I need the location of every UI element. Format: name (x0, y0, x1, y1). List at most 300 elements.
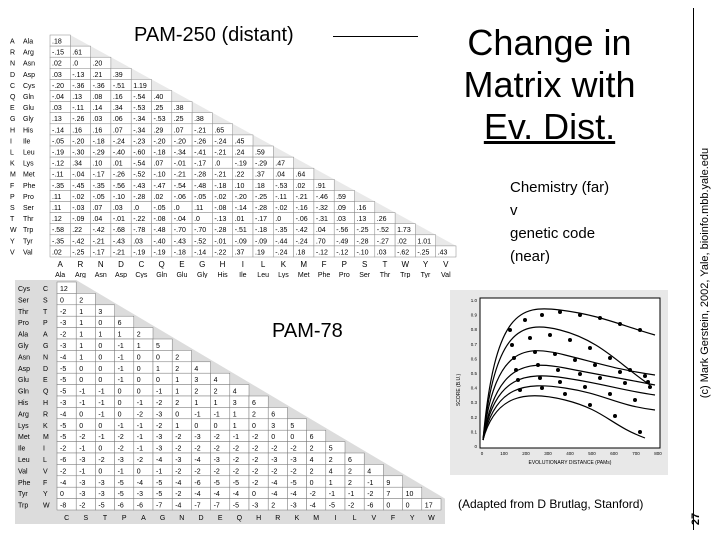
pam78-cell: -1 (98, 434, 105, 442)
pam250-cell: -.26 (72, 116, 85, 124)
pam250-col-code: L (260, 260, 266, 269)
pam78-cell: 4 (213, 377, 218, 385)
pam250-cell: -.18 (255, 227, 268, 235)
pam78-cell: -1 (328, 491, 336, 499)
pam78-cell: -1 (136, 434, 144, 442)
pam250-row-code: I (10, 138, 12, 146)
pam78-cell: 1 (79, 343, 84, 350)
pam250-row-code: E (10, 105, 15, 113)
graph-point (540, 386, 544, 390)
pam78-cell: -1 (79, 468, 86, 476)
pam250-cell: -.22 (214, 249, 227, 257)
pam250-cell: .02 (397, 238, 407, 246)
pam250-cell: -.14 (194, 249, 207, 257)
pam250-col-code: E (179, 260, 185, 269)
graph-point (613, 414, 617, 418)
graph-xlabel: EVOLUTIONARY DISTANCE (PAMs) (528, 460, 612, 466)
pam78-cell: -5 (98, 502, 105, 510)
pam78-cell: 6 (309, 434, 314, 442)
pam78-cell: -3 (136, 491, 144, 499)
pam78-col-code: I (334, 515, 337, 522)
pam250-cell: -.58 (52, 227, 65, 235)
pam78-cell: -2 (136, 411, 144, 419)
pam78-cell: 3 (232, 400, 237, 407)
graph-point (588, 403, 592, 407)
pam78-cell: 2 (79, 297, 84, 305)
pam250-col-code: S (361, 260, 368, 269)
pam250-row-name: Met (23, 171, 35, 179)
pam78-cell: 0 (79, 377, 84, 385)
pam78-cell: -2 (136, 457, 144, 464)
pam78-cell: -4 (60, 479, 67, 487)
graph-y-tick: 0.6 (470, 356, 477, 362)
pam250-col-code: T (382, 260, 388, 269)
pam250-row-code: S (10, 205, 15, 212)
pam78-cell: -5 (232, 479, 240, 487)
pam250-col-name: Ser (359, 272, 371, 278)
pam78-row-name: Ser (18, 297, 29, 305)
pam250-cell: -.24 (295, 238, 308, 246)
pam78-cell: 9 (386, 479, 391, 487)
pam78-cell: 1 (232, 422, 237, 430)
pam78-row-code: L (43, 457, 47, 464)
pam78-cell: 0 (136, 354, 141, 362)
pam250-cell: -.25 (72, 249, 85, 257)
pam250-cell: -.70 (194, 227, 207, 235)
pam78-cell: 0 (136, 377, 141, 385)
pam250-cell: 1.73 (397, 227, 411, 235)
pam78-cell: 0 (117, 388, 122, 396)
pam78-col-code: A (141, 515, 146, 522)
pam78-cell: -1 (348, 491, 355, 499)
graph-point (648, 385, 652, 389)
pam250-row-code: C (10, 82, 16, 90)
pam78-cell: 2 (348, 479, 352, 487)
pam78-row-code: E (43, 377, 48, 385)
pam250-col-name: Asp (115, 272, 128, 278)
pam78-col-code: M (313, 515, 320, 522)
pam78-cell: -4 (175, 502, 182, 510)
pam250-cell: .0 (133, 205, 140, 212)
pam250-cell: .07 (153, 160, 164, 168)
pam78-cell: 1 (136, 343, 141, 350)
pam250-cell: .16 (72, 127, 83, 135)
pam78-cell: -3 (271, 457, 278, 464)
graph-point (583, 385, 587, 389)
pam78-row-code: H (43, 400, 49, 407)
pam250-cell: -.22 (133, 216, 146, 224)
pam78-cell: -7 (156, 502, 163, 510)
pam78-cell: 0 (117, 411, 122, 419)
pam78-cell: -2 (232, 468, 240, 476)
graph-point (598, 376, 602, 380)
pam250-cell: -.40 (153, 238, 166, 246)
pam78-cell: 3 (98, 308, 103, 316)
pam250-cell: -.17 (194, 160, 207, 168)
pam250-col-code: W (401, 260, 410, 269)
pam250-cell: -.14 (234, 205, 247, 212)
pam250-cell: .04 (92, 216, 103, 224)
pam250-cell: .26 (376, 216, 387, 224)
pam78-cell: 2 (136, 331, 141, 339)
pam78-cell: -1 (367, 479, 374, 487)
pam78-cell: -2 (117, 434, 124, 442)
pam250-cell: -.03 (72, 205, 85, 212)
pam250-row-name: Phe (23, 182, 36, 190)
pam250-col-code: P (341, 260, 348, 269)
pam78-cell: -2 (60, 331, 67, 339)
pam250-col-name: Met (297, 272, 310, 278)
pam250-cell: .09 (336, 205, 346, 212)
pam78-cell: 0 (98, 422, 103, 430)
pam78-cell: 1 (79, 320, 84, 328)
pam78-cell: 2 (252, 411, 256, 419)
pam250-row-name: Pro (23, 193, 34, 201)
pam78-row-code: P (43, 320, 48, 328)
pam250-cell: .21 (92, 71, 103, 79)
pam78-cell: -3 (156, 411, 163, 419)
pam78-cell: 0 (252, 491, 256, 499)
pam78-row-name: Lys (18, 422, 29, 430)
graph-y-tick: 0.5 (470, 371, 477, 376)
pam250-cell: .65 (214, 127, 225, 135)
pam78-cell: 0 (98, 445, 103, 453)
pam250-matrix (8, 33, 468, 278)
pam250-cell: -.05 (92, 193, 105, 201)
pam78-cell: 1 (117, 331, 122, 339)
pam78-cell: -5 (60, 422, 67, 430)
graph-y-tick: 0.8 (470, 327, 477, 333)
pam250-cell: -.31 (315, 216, 328, 224)
pam250-col-name: Ala (55, 272, 66, 278)
notes-line: genetic code (510, 225, 596, 242)
graph-point (556, 368, 560, 372)
pam78-cell: -1 (136, 422, 144, 430)
pam250-cell: -.34 (133, 116, 146, 124)
pam78-cell: -2 (213, 468, 220, 476)
pam250-cell: -.13 (72, 71, 85, 79)
pam250-cell: .47 (275, 160, 286, 168)
graph-point (643, 374, 647, 378)
pam78-cell: -1 (156, 468, 163, 476)
pam250-cell: .29 (153, 127, 164, 135)
pam78-row-name: Thr (18, 308, 29, 316)
pam250-grid (50, 35, 456, 257)
graph-point (558, 380, 562, 384)
pam78-cell: 1 (194, 400, 199, 407)
pam250-cell: .11 (52, 193, 62, 201)
pam250-cell: .07 (173, 127, 184, 135)
pam250-cell: .10 (234, 182, 245, 190)
pam250-cell: -.14 (52, 127, 65, 135)
pam250-col-name: Thr (379, 272, 391, 278)
pam250-cell: -.04 (173, 216, 186, 224)
pam250-cell: .40 (153, 94, 164, 101)
pam250-row-name: Arg (23, 49, 34, 57)
graph-point (646, 380, 650, 384)
pam250-cell: .0 (173, 205, 180, 212)
pam78-cell: -4 (194, 457, 201, 464)
pam250-row-name: Glu (23, 105, 34, 113)
pam250-row-name: Ser (23, 205, 34, 212)
pam78-row-name: Met (18, 434, 30, 442)
pam250-cell: -.11 (72, 105, 84, 113)
pam250-cell: -.43 (112, 238, 125, 246)
pam250-cell: -.21 (92, 238, 105, 246)
pam250-cell: -.06 (295, 216, 308, 224)
pam78-label: PAM-78 (272, 320, 343, 342)
pam250-cell: -.68 (112, 227, 125, 235)
graph-point (533, 350, 537, 354)
pam78-col-code: Q (236, 515, 243, 522)
credit: (Adapted from D Brutlag, Stanford) (458, 497, 644, 511)
graph-x-tick: 300 (544, 451, 552, 456)
pam250-cell: -.09 (255, 238, 268, 246)
graph-point (536, 363, 540, 367)
pam78-cell: -3 (156, 434, 163, 442)
pam250-cell: .11 (52, 205, 62, 212)
pam78-cell: 2 (194, 388, 199, 396)
graph-point (608, 356, 612, 360)
graph-point (510, 343, 514, 347)
pam250-cell: -.54 (133, 94, 146, 101)
pam250-cell: .07 (92, 205, 103, 212)
notes (510, 176, 609, 268)
pam250-col-name: Trp (400, 272, 411, 278)
slide-title (452, 22, 647, 148)
graph-point (598, 316, 602, 320)
pam250-col-name: Gln (156, 272, 168, 278)
pam78-matrix (15, 280, 445, 528)
pam78-cell: -3 (60, 320, 67, 328)
pam78-cell: -4 (156, 457, 163, 464)
pam250-cell: .02 (52, 60, 62, 68)
pam78-col-code: E (217, 515, 223, 522)
pam78-cell: 4 (328, 468, 333, 476)
pam78-row-name: Ile (18, 445, 26, 453)
pam78-cell: -1 (232, 434, 240, 442)
pam250-cell: -.08 (214, 205, 227, 212)
pam250-cell: -.10 (153, 171, 166, 179)
pam250-cell: .43 (437, 249, 448, 257)
pam250-cell: -.35 (52, 182, 65, 190)
pam78-col-code: F (390, 515, 396, 522)
pam250-cell: .03 (92, 116, 103, 124)
pam78-cell: -1 (98, 388, 105, 396)
pam250-cell: -.56 (112, 182, 125, 190)
pam250-cell: -.12 (336, 249, 349, 257)
pam78-cell: -5 (328, 502, 336, 510)
pam250-cell: -.21 (194, 127, 207, 135)
pam78-cell: 0 (156, 377, 160, 385)
pam250-row-code: A (10, 38, 15, 46)
graph-point (623, 381, 627, 385)
pam78-cell: -5 (60, 377, 67, 385)
pam250-cell: -.02 (214, 193, 227, 201)
pam78-row-name: Pro (18, 320, 29, 328)
pam250-row-code: K (10, 160, 15, 168)
pam78-row-code: W (43, 502, 50, 510)
pam78-cell: -2 (271, 445, 278, 453)
pam250-cell: -.11 (275, 193, 287, 201)
pam250-cell: .03 (133, 238, 143, 246)
pam78-cell: -2 (271, 468, 278, 476)
pam250-cell: .39 (112, 71, 123, 79)
pam78-cell: 0 (98, 365, 103, 373)
pam250-cell: .38 (173, 105, 184, 113)
pam78-cell: -1 (79, 445, 86, 453)
pam78-cell: -2 (194, 445, 201, 453)
pam78-cell: -5 (232, 502, 240, 510)
pam250-cell: -.29 (92, 149, 105, 157)
pam78-cell: -4 (271, 491, 278, 499)
pam250-cell: -.35 (275, 227, 288, 235)
pam78-cell: 2 (175, 365, 180, 373)
pam250-cell: -.52 (376, 227, 389, 235)
pam250-row-name: Thr (23, 216, 34, 224)
pam78-cell: 0 (98, 354, 103, 362)
pam250-cell: -.30 (72, 149, 85, 157)
pam78-cell: -3 (117, 457, 124, 464)
pam78-cell: -5 (156, 491, 163, 499)
pam78-cell: -2 (213, 445, 220, 453)
pam250-row-code: D (10, 71, 16, 79)
pam78-row-code: V (43, 468, 48, 476)
pam78-cell: -1 (98, 400, 105, 407)
pam250-cell: -.54 (173, 182, 186, 190)
notes-line: Chemistry (far) (510, 179, 610, 196)
graph-x-tick: 0 (480, 451, 484, 456)
pam78-cell: -1 (79, 400, 86, 407)
pam78-cell: -2 (156, 400, 163, 407)
pam250-cell: -.42 (295, 227, 308, 235)
pam250-col-code: K (280, 260, 287, 269)
pam78-cell: 1 (175, 422, 180, 430)
slide-title-line: Change in (467, 22, 632, 63)
pam250-cell: -.32 (315, 205, 328, 212)
graph-x-tick: 600 (610, 451, 618, 456)
pam250-cell: .16 (112, 94, 123, 101)
pam78-cell: -1 (117, 468, 124, 476)
graph-x-tick: 800 (654, 451, 662, 456)
pam78-row-code: S (43, 297, 48, 305)
pam250-cell: .10 (92, 160, 103, 168)
pam250-col-name: Ile (239, 272, 247, 278)
pam250-cell: -.28 (214, 227, 227, 235)
pam250-col-name: Asn (94, 272, 107, 278)
pam250-col-code: Q (158, 260, 165, 269)
pam250-row-name: Lys (23, 160, 34, 168)
pam78-cell: -5 (117, 479, 124, 487)
pam250-cell: -.17 (92, 249, 105, 257)
pam250-cell: -.53 (275, 182, 288, 190)
pam78-cell: 1 (79, 354, 84, 362)
pam78-cell: -3 (79, 457, 86, 464)
pam78-row-name: Leu (18, 457, 30, 464)
pam250-cell: -.08 (153, 216, 166, 224)
graph-point (593, 363, 597, 367)
pam78-row-name: Trp (18, 502, 29, 510)
graph-point (518, 388, 522, 392)
pam250-cell: -.28 (194, 171, 207, 179)
pam250-cell: .22 (72, 227, 83, 235)
pam78-col-code: R (275, 515, 281, 522)
pam250-cell: .37 (255, 171, 265, 179)
pam250-cell: -.52 (194, 238, 207, 246)
pam78-cell: -3 (290, 502, 297, 510)
pam78-cell: 3 (271, 422, 276, 430)
pam78-cell: -3 (290, 457, 297, 464)
pam78-cell: -1 (194, 411, 201, 419)
graph-point (563, 392, 567, 396)
pam250-cell: .04 (315, 227, 326, 235)
pam250-row-code: R (10, 49, 16, 57)
pam250-row-code: P (10, 193, 15, 201)
pam78-cell: 2 (348, 468, 352, 476)
pam78-cell: 0 (98, 377, 103, 385)
graph-point (578, 313, 582, 317)
pam250-cell: .03 (52, 105, 62, 113)
pam78-cell: 0 (213, 422, 218, 430)
pam78-cell: 6 (348, 457, 352, 464)
pam78-cell: -3 (194, 434, 201, 442)
pam250-cell: .0 (275, 216, 282, 224)
pam250-cell: -.28 (133, 193, 146, 201)
pam250-cell: -.48 (153, 227, 166, 235)
graph-point (548, 333, 552, 337)
pam78-cell: -2 (213, 434, 220, 442)
pam250-cell: -.06 (173, 193, 186, 201)
graph-y-tick: 0.3 (470, 400, 477, 406)
pam250-cell: -.09 (72, 216, 85, 224)
pam250-cell: -.05 (194, 193, 207, 201)
pam250-cell: -.26 (112, 171, 125, 179)
pam78-cell: 1 (213, 400, 218, 407)
pam250-col-name: His (217, 272, 228, 278)
graph-point (553, 352, 557, 356)
pam78-cell: 5 (290, 422, 295, 430)
pam78-cell: 0 (136, 365, 141, 373)
pam78-cell: -5 (60, 434, 67, 442)
pam250-cell: .18 (255, 182, 265, 190)
pam78-cell: -5 (60, 365, 67, 373)
notes-line: v (510, 202, 518, 219)
pam250-cell: .02 (295, 182, 306, 190)
pam78-cell: -2 (309, 491, 316, 499)
pam250-cell: -.53 (133, 105, 146, 113)
pam78-cell: 4 (309, 457, 314, 464)
pam250-cell: .16 (356, 205, 367, 212)
pam78-cell: -2 (290, 445, 297, 453)
graph-point (514, 368, 518, 372)
pam78-cell: -3 (79, 479, 86, 487)
pam78-cell: -4 (290, 491, 297, 499)
pam78-cell: -2 (348, 502, 355, 510)
copyright-footer: (c) Mark Gerstein, 2002, Yale, bioinfo.mbb.yale.edu (699, 147, 711, 399)
pam250-col-name: Gly (197, 272, 208, 278)
pam250-cell: -.24 (112, 138, 125, 146)
pam250-row-code: W (10, 227, 17, 235)
pam250-cell: -.62 (397, 249, 410, 257)
pam78-row-name: Glu (18, 377, 29, 385)
pam250-cell: -.48 (194, 182, 207, 190)
pam250-cell: .04 (275, 171, 286, 179)
pam250-col-code: A (57, 260, 63, 269)
pam250-col-name: Phe (317, 272, 331, 278)
pam250-cell: .64 (295, 171, 306, 179)
pam250-cell: -.40 (112, 149, 125, 157)
pam78-row-name: Phe (18, 479, 31, 487)
